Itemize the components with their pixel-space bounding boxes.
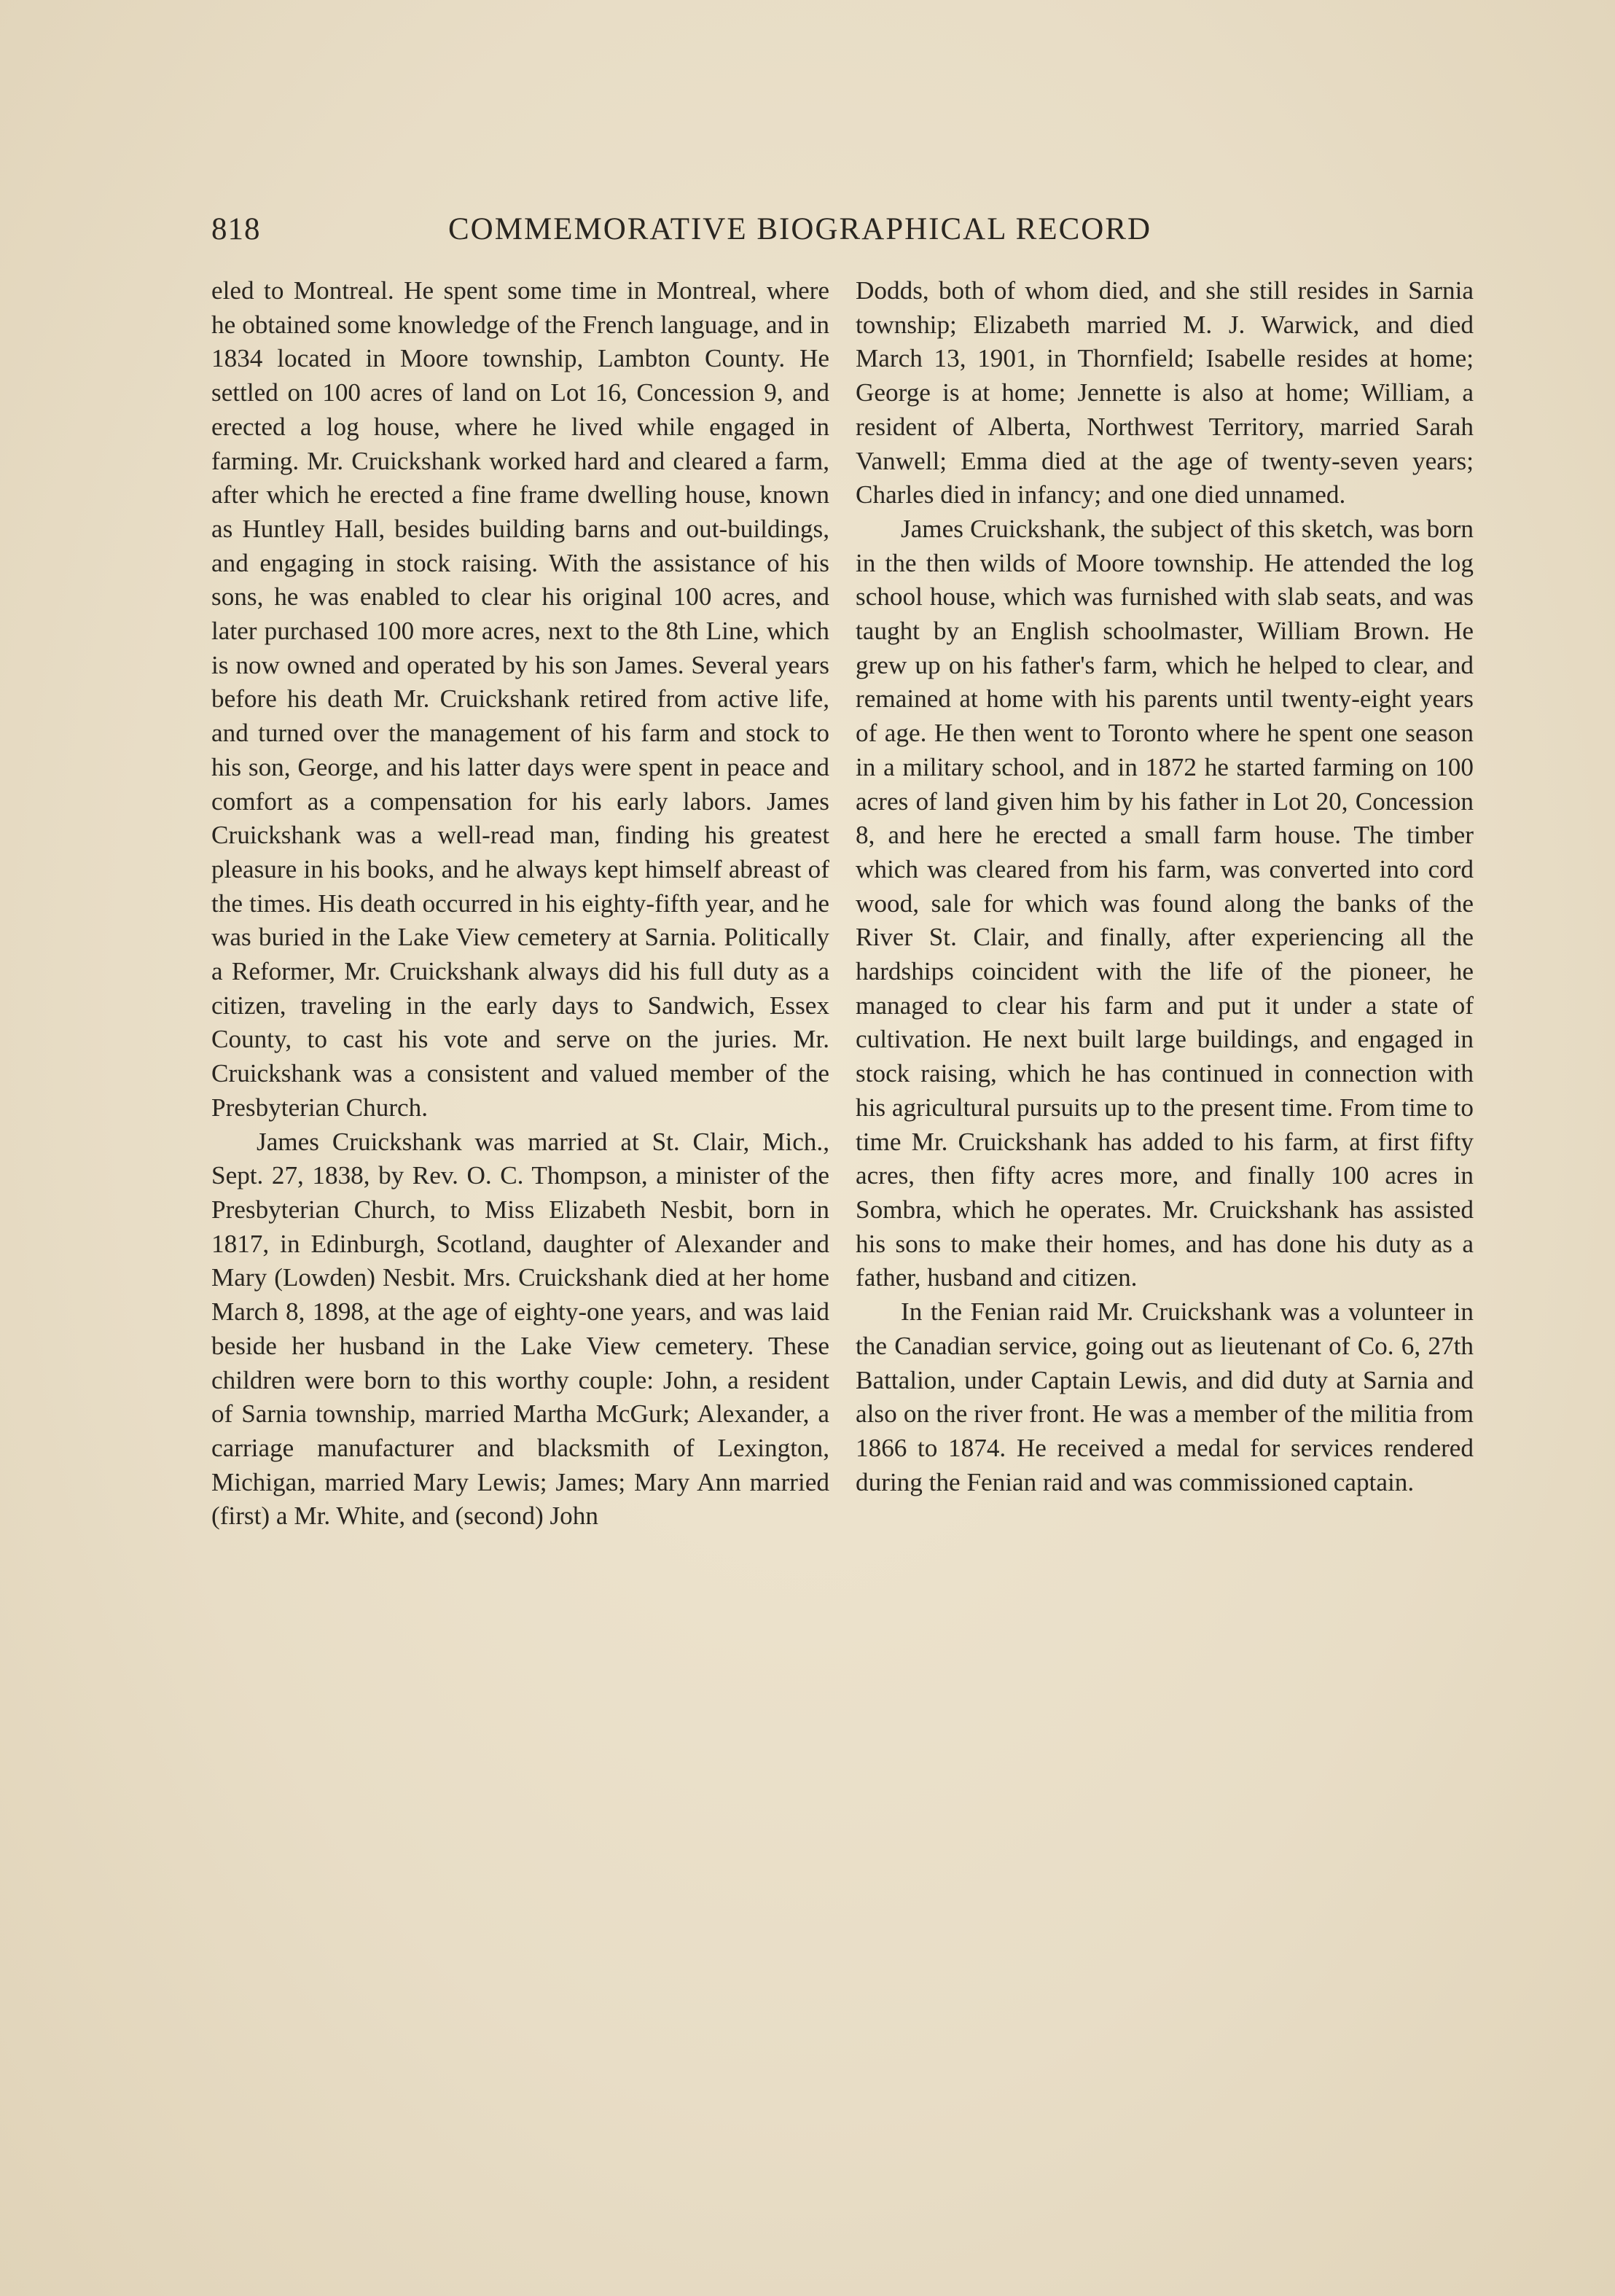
- paragraph: In the Fenian raid Mr. Cruickshank was a volunteer in the Canadian service, going out as lieutenant of Co. 6, 27th Battalion, under Captain Lewis, and did duty at Sarnia and also on the river front. He was a member of the militia from 1866 to 1874. He received a medal for services rendered during the Fenian raid and was commissioned captain.: [856, 1297, 1474, 1496]
- page-number: 818: [211, 212, 261, 246]
- paragraph: Dodds, both of whom died, and she still resides in Sarnia township; Elizabeth married M. J. Warwick, and died March 13, 1901, in Thornfield; Isabelle resides at home; George is at home; Jennette is also at home; William, a resident of Alberta, Northwest Territory, married Sarah Vanwell; Emma died at the age of twenty-seven years; Charles died in infancy; and one died unnamed.: [856, 276, 1474, 509]
- left-column: [211, 274, 829, 1534]
- running-head: COMMEMORATIVE BIOGRAPHICAL RECORD: [448, 212, 1152, 246]
- paragraph: eled to Montreal. He spent some time in Montreal, where he obtained some knowledge of the French language, and in 1834 located in Moore township, Lambton County. He settled on 100 acres of land on Lot 16, Concession 9, and erected a log house, where he lived while engaged in farming. Mr. Cruickshank worked hard and cleared a farm, after which he erected a fine frame dwelling house, known as Huntley Hall, besides building barns and out-buildings, and engaging in stock raising. With the assistance of his sons, he was enabled to clear his original 100 acres, and later purchased 100 more acres, next to the 8th Line, which is now owned and operated by his son James. Several years before his death Mr. Cruickshank retired from active life, and turned over the management of his farm and stock to his son, George, and his latter days were spent in peace and comfort as a compensation for his early labors. James Cruickshank was a well-read man, finding his greatest pleasure in his books, and he always kept himself abreast of the times. His death occurred in his eighty-fifth year, and he was buried in the Lake View cemetery at Sarnia. Politically a Reformer, Mr. Cruickshank always did his full duty as a citizen, traveling in the early days to Sandwich, Essex County, to cast his vote and serve on the juries. Mr. Cruickshank was a consistent and valued member of the Presbyterian Church.: [211, 276, 829, 1122]
- right-column: [856, 274, 1474, 1499]
- paragraph: James Cruickshank, the subject of this sketch, was born in the then wilds of Moore township. He attended the log school house, which was furnished with slab seats, and was taught by an English schoolmaster, William Brown. He grew up on his father's farm, which he helped to clear, and remained at home with his parents until twenty-eight years of age. He then went to Toronto where he spent one season in a military school, and in 1872 he started farming on 100 acres of land given him by his father in Lot 20, Concession 8, and here he erected a small farm house. The timber which was cleared from his farm, was converted into cord wood, sale for which was found along the banks of the River St. Clair, and finally, after experiencing all the hardships coincident with the life of the pioneer, he managed to clear his farm and put it under a state of cultivation. He next built large buildings, and engaged in stock raising, which he has continued in connection with his agricultural pursuits up to the present time. From time to time Mr. Cruickshank has added to his farm, at first fifty acres, then fifty acres more, and finally 100 acres in Sombra, which he operates. Mr. Cruickshank has assisted his sons to make their homes, and has done his duty as a father, husband and citizen.: [856, 514, 1474, 1292]
- paragraph: James Cruickshank was married at St. Clair, Mich., Sept. 27, 1838, by Rev. O. C. Thompson, a minister of the Presbyterian Church, to Miss Elizabeth Nesbit, born in 1817, in Edinburgh, Scotland, daughter of Alexander and Mary (Lowden) Nesbit. Mrs. Cruickshank died at her home March 8, 1898, at the age of eighty-one years, and was laid beside her husband in the Lake View cemetery. These children were born to this worthy couple: John, a resident of Sarnia township, married Martha McGurk; Alexander, a carriage manufacturer and blacksmith of Lexington, Michigan, married Mary Lewis; James; Mary Ann married (first) a Mr. White, and (second) John: [211, 1127, 829, 1531]
- page-header: [211, 211, 1494, 255]
